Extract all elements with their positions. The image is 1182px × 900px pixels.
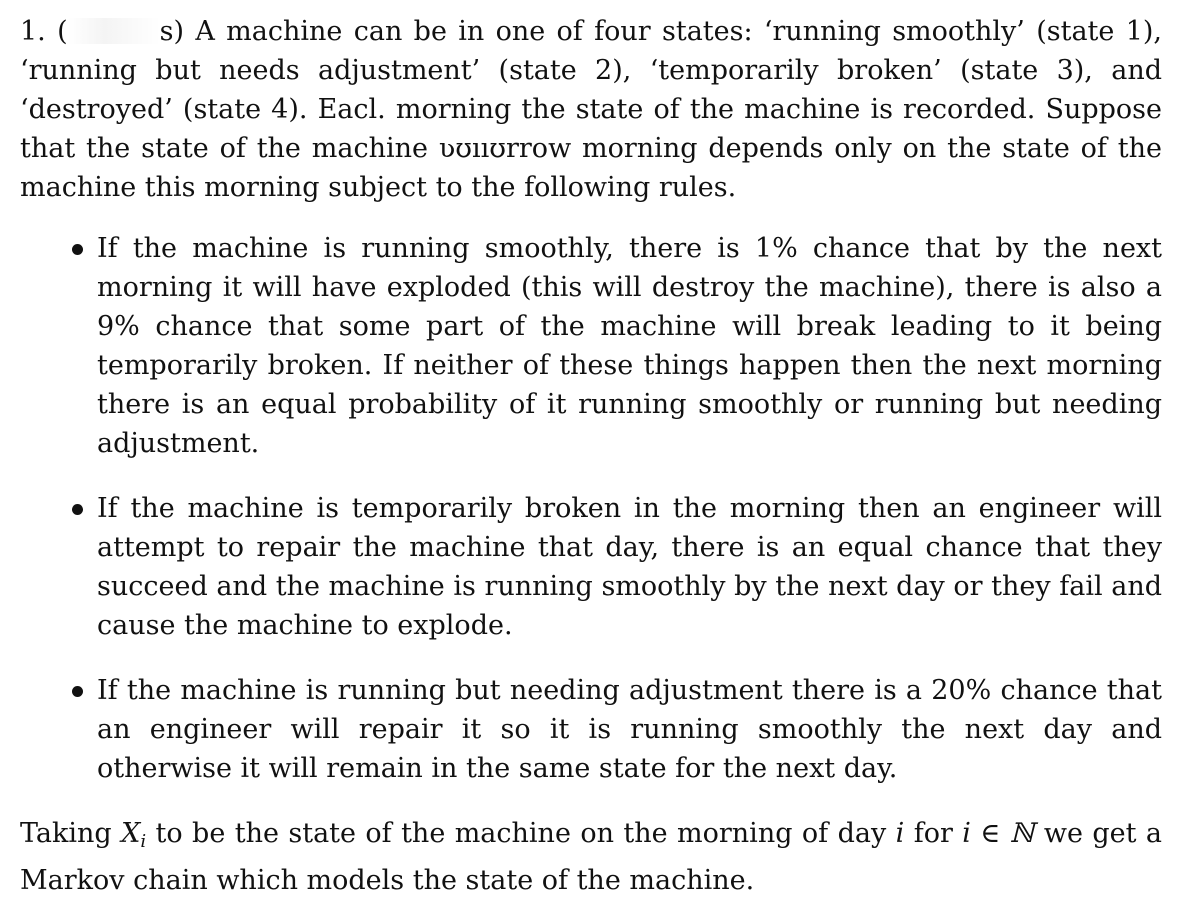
rule-item [20, 671, 1162, 788]
rule-text: If the machine is running smoothly, there is 1% chance that by the next morning it will have exploded (this will destroy the machine), there is also a 9% chance that some part of the machine will break leading to it being temporarily broken. If neither of these things happen then the next morning there is an equal probability of it running smoothly or running but needing adjustment. [97, 233, 1162, 459]
question-intro: 1. ( s) A machine can be in one of four states: ‘running smoothly’ (state 1), ‘running but needs adjustment’ (state 2), ‘temporarily broken’ (state 3), and ‘destroyed’ (state 4). Eacl. morning the state of the machine is recorded. Suppose that the state of the machine ʋʊııʊrrow morning depends only on the state of the machine this morning subject to the following rules. [20, 16, 1162, 203]
closing-mid: to be the state of the machine on the morning of day [155, 818, 887, 849]
intro-text: A machine can be in one of four states: ‘running smoothly’ (state 1), ‘running but needs adjustment’ (state 2), ‘temporarily broken’ (state 3), and ‘destroyed’ (state 4). Eacl. morning the state of the machine is recorded. Suppose that the state of the machine ʋʊııʊrrow morning depends only on the state of the machine this morning subject to the following rules. [20, 16, 1162, 203]
state-variable-subscript: i [140, 831, 147, 852]
state-variable-symbol: X [121, 818, 141, 849]
redacted-marks [68, 18, 160, 44]
marks-fragment: s) [159, 16, 185, 47]
question-number: 1. [20, 16, 46, 47]
closing-for: for [913, 818, 953, 849]
rule-item [20, 489, 1162, 645]
day-index: i [895, 818, 905, 849]
rule-item [20, 229, 1162, 463]
bullet-icon [72, 504, 83, 515]
closing-before: Taking [20, 818, 112, 849]
rule-text: If the machine is running but needing adjustment there is a 20% chance that an engineer will repair it so it is running smoothly the next day and otherwise it will remain in the same state for the next day. [97, 675, 1162, 784]
closing-after: we get a Markov chain which models the state of the machine. [20, 818, 1162, 896]
closing-paragraph [20, 814, 1162, 900]
index-membership: i ∈ ℕ [962, 818, 1035, 849]
state-variable [121, 818, 147, 852]
bullet-icon [72, 686, 83, 697]
bullet-icon [72, 244, 83, 255]
rule-text: If the machine is temporarily broken in the morning then an engineer will attempt to repair the machine that day, there is an equal chance that they succeed and the machine is running smoothly by the next day or they fail and cause the machine to explode. [97, 493, 1162, 641]
rules-list [20, 229, 1162, 788]
document-page [20, 12, 1162, 900]
